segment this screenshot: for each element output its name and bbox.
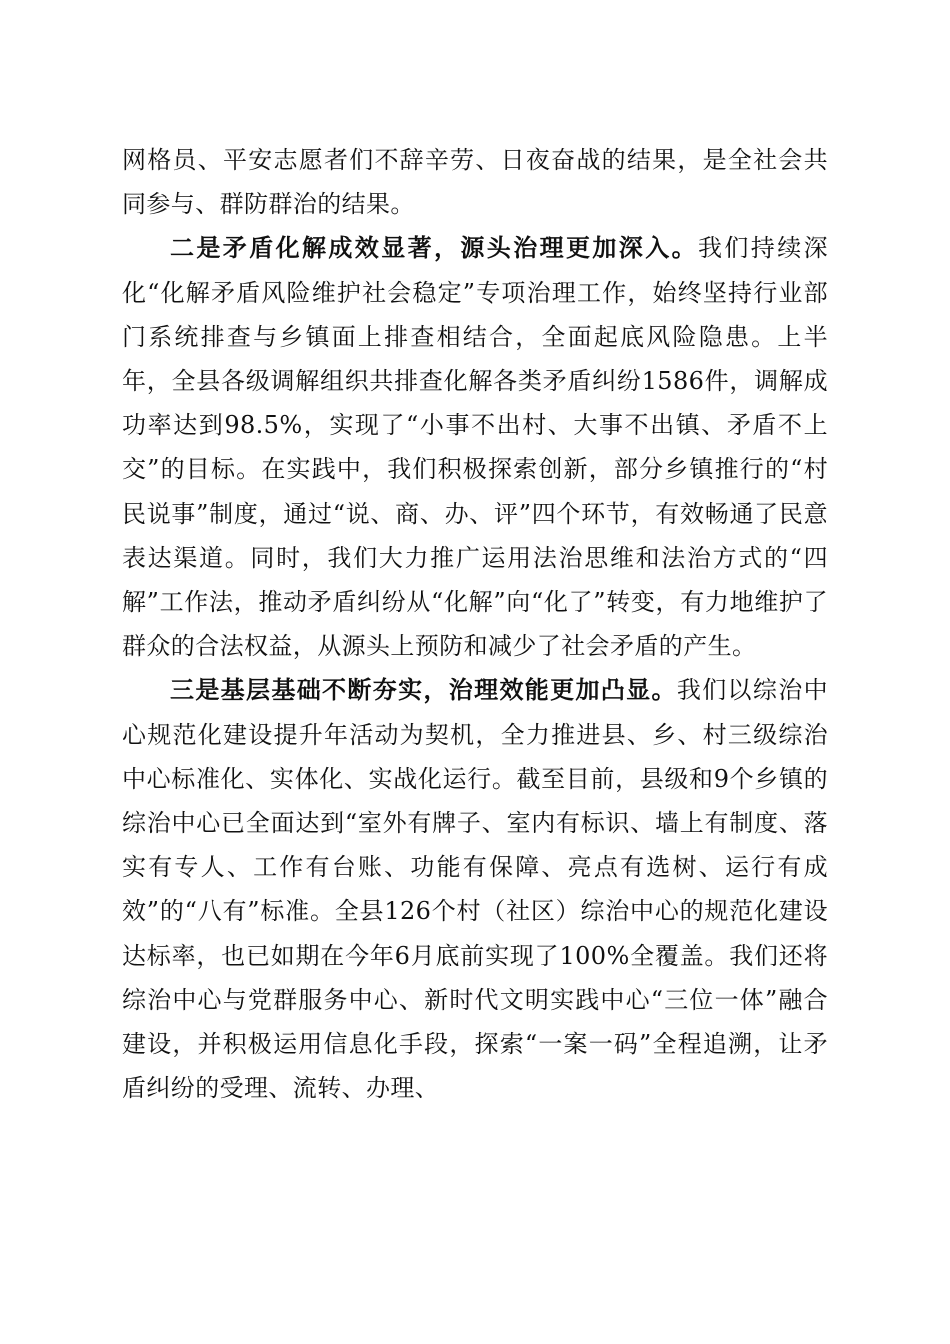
paragraph-lead: 二是矛盾化解成效显著，源头治理更加深入。 (170, 233, 698, 263)
paragraph-lead: 三是基层基础不断夯实，治理效能更加凸显。 (170, 675, 677, 705)
paragraph-text: 我们持续深化“化解矛盾风险维护社会稳定”专项治理工作，始终坚持行业部门系统排查与乡镇面上排查相结合，全面起底风险隐患。上半年，全县各级调解组织共排查化解各类矛盾纠纷1586件，调解成功率达到98.5%，实现了“小事不出村、大事不出镇、矛盾不上交”的目标。在实践中，我们积极探索创新，部分乡镇推行的“村民说事”制度，通过“说、商、办、评”四个环节，有效畅通了民意表达渠道。同时，我们大力推广运用法治思维和法治方式的“四解”工作法，推动矛盾纠纷从“化解”向“化了”转变，有力地维护了群众的合法权益，从源头上预防和减少了社会矛盾的产生。 (122, 234, 828, 661)
paragraph-grassroots-foundation (122, 668, 828, 1110)
document-body (122, 138, 828, 1110)
paragraph-dispute-resolution (122, 226, 828, 668)
paragraph-text: 网格员、平安志愿者们不辞辛劳、日夜奋战的结果，是全社会共同参与、群防群治的结果。 (122, 146, 828, 219)
paragraph-continuation (122, 138, 828, 226)
paragraph-text: 我们以综治中心规范化建设提升年活动为契机，全力推进县、乡、村三级综治中心标准化、实体化、实战化运行。截至目前，县级和9个乡镇的综治中心已全面达到“室外有牌子、室内有标识、墙上有制度、落实有专人、工作有台账、功能有保障、亮点有选树、运行有成效”的“八有”标准。全县126个村（社区）综治中心的规范化建设达标率，也已如期在今年6月底前实现了100%全覆盖。我们还将综治中心与党群服务中心、新时代文明实践中心“三位一体”融合建设，并积极运用信息化手段，探索“一案一码”全程追溯，让矛盾纠纷的受理、流转、办理、 (122, 676, 828, 1103)
